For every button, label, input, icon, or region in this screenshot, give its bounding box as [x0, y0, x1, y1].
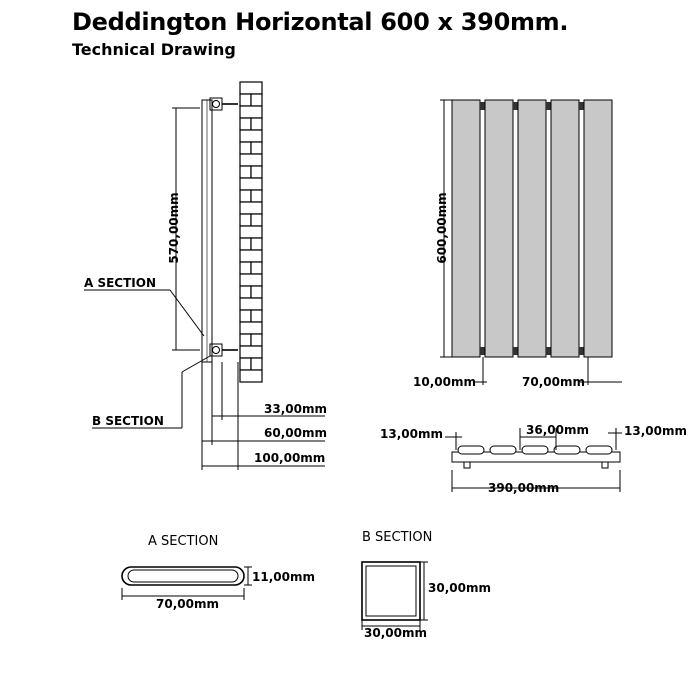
brick — [240, 334, 251, 346]
front-panel — [452, 100, 480, 357]
b-section-title: B SECTION — [362, 530, 433, 545]
top-bracket-bolt-icon — [213, 101, 220, 108]
top-view-tube — [586, 446, 612, 454]
front-panels — [452, 100, 612, 357]
front-view — [413, 100, 622, 389]
brick — [240, 370, 262, 382]
panel-bracket-top — [579, 102, 584, 110]
dim-b30w-label: 30,00mm — [364, 626, 427, 640]
dim-11-label: 11,00mm — [252, 570, 315, 584]
b-section-profile-outer — [362, 562, 420, 620]
dim-a70-label: 70,00mm — [156, 597, 219, 611]
dim-33-label: 33,00mm — [264, 402, 327, 416]
brick — [240, 142, 251, 154]
dim-13-left-label: 13,00mm — [380, 427, 443, 441]
brick — [251, 358, 262, 370]
brick — [240, 298, 262, 310]
brick — [251, 262, 262, 274]
brick — [240, 154, 262, 166]
bottom-bracket-bolt-icon — [213, 347, 220, 354]
brick — [240, 118, 251, 130]
brick — [240, 322, 262, 334]
panel-bracket-top — [513, 102, 518, 110]
a-section-profile-inner — [128, 570, 238, 582]
panel-bracket-bottom — [579, 347, 584, 355]
wall-bricks — [240, 82, 262, 382]
a-section-label: A SECTION — [84, 276, 157, 290]
brick — [251, 286, 262, 298]
brick — [240, 238, 251, 250]
a-section-detail — [122, 534, 315, 611]
brick — [251, 166, 262, 178]
dim-70-label: 70,00mm — [522, 375, 585, 389]
top-view-tube — [522, 446, 548, 454]
brick — [240, 178, 262, 190]
top-view-tubes — [458, 446, 612, 454]
top-view-foot-left — [464, 462, 470, 468]
brick — [251, 214, 262, 226]
a-section-leader — [170, 290, 204, 336]
top-view-tube — [554, 446, 580, 454]
brick — [251, 334, 262, 346]
front-panel — [551, 100, 579, 357]
brick — [240, 250, 262, 262]
brick — [240, 346, 262, 358]
brick — [240, 226, 262, 238]
dim-570-label: 570,00mm — [167, 192, 181, 264]
brick — [240, 190, 251, 202]
b-section-profile-inner — [366, 566, 416, 616]
top-view-foot-right — [602, 462, 608, 468]
b-section-leader — [182, 356, 210, 372]
page-subtitle: Technical Drawing — [72, 40, 236, 59]
panel-bracket-top — [480, 102, 485, 110]
side-view — [84, 82, 327, 470]
dim-36-label: 36,00mm — [526, 423, 589, 437]
brick — [240, 262, 251, 274]
dim-100-label: 100,00mm — [254, 451, 326, 465]
dim-10-label: 10,00mm — [413, 375, 476, 389]
top-view-tube — [458, 446, 484, 454]
brick — [251, 310, 262, 322]
brick — [240, 202, 262, 214]
panel-bracket-top — [546, 102, 551, 110]
brick — [240, 130, 262, 142]
dim-60-label: 60,00mm — [264, 426, 327, 440]
dim-b30h-label: 30,00mm — [428, 581, 491, 595]
dim-13-right-label: 13,00mm — [624, 424, 687, 438]
front-panel — [518, 100, 546, 357]
brick — [251, 118, 262, 130]
top-view — [380, 423, 687, 495]
brick — [251, 142, 262, 154]
brick — [240, 214, 251, 226]
front-panel — [584, 100, 612, 357]
brick — [251, 238, 262, 250]
brick — [240, 106, 262, 118]
brick — [251, 94, 262, 106]
panel-bracket-bottom — [480, 347, 485, 355]
brick — [240, 166, 251, 178]
top-view-tube — [490, 446, 516, 454]
brick — [251, 190, 262, 202]
brick — [240, 82, 262, 94]
brick — [240, 94, 251, 106]
panel-bracket-bottom — [546, 347, 551, 355]
brick — [240, 274, 262, 286]
brick — [240, 358, 251, 370]
brick — [240, 286, 251, 298]
b-section-detail — [362, 530, 491, 640]
dim-600-label: 600,00mm — [435, 192, 449, 264]
front-panel — [485, 100, 513, 357]
a-section-title: A SECTION — [148, 534, 219, 549]
b-section-label: B SECTION — [92, 414, 164, 428]
dim-390-label: 390,00mm — [488, 481, 560, 495]
page-title: Deddington Horizontal 600 x 390mm. — [72, 8, 569, 36]
brick — [240, 310, 251, 322]
panel-bracket-bottom — [513, 347, 518, 355]
